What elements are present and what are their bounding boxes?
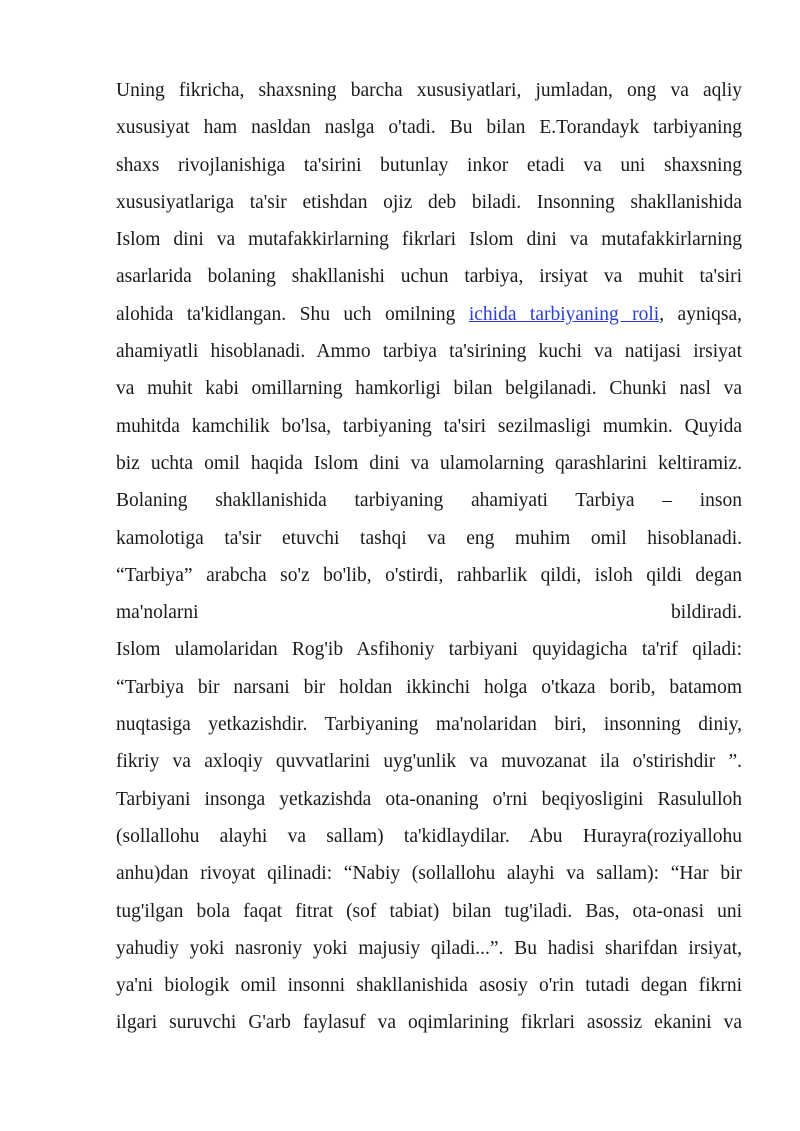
text-line-with-link	[116, 296, 742, 333]
text-line: Islom dini va mutafakkirlarning fikrlari Islom dini va mutafakkirlarning	[116, 229, 742, 251]
text-line: Bolaning shakllanishida tarbiyaning ahamiyati Tarbiya – inson	[116, 490, 742, 512]
text-line: ahamiyatli hisoblanadi. Ammo tarbiya ta'sirining kuchi va natijasi irsiyat	[116, 341, 742, 363]
text-line: ma'nolarni bildiradi.	[116, 602, 742, 624]
text-line: “Tarbiya” arabcha so'z bo'lib, o'stirdi, rahbarlik qildi, isloh qildi degan	[116, 564, 742, 586]
text-segment: , ayniqsa,	[659, 303, 742, 325]
text-line: ya'ni biologik omil insonni shakllanishida asosiy o'rin tutadi degan fikrni	[116, 975, 742, 997]
text-line: asarlarida bolaning shakllanishi uchun tarbiya, irsiyat va muhit ta'siri	[116, 266, 742, 288]
text-line: muhitda kamchilik bo'lsa, tarbiyaning ta'siri sezilmasligi mumkin. Quyida	[116, 415, 742, 437]
text-line: shaxs rivojlanishiga ta'sirini butunlay inkor etadi va uni shaxsning	[116, 154, 742, 176]
text-line: yahudiy yoki nasroniy yoki majusiy qiladi...”. Bu hadisi sharifdan irsiyat,	[116, 937, 742, 959]
text-line: fikriy va axloqiy quvvatlarini uyg'unlik va muvozanat ila o'stirishdir ”.	[116, 751, 742, 773]
text-line: “Tarbiya bir narsani bir holdan ikkinchi holga o'tkaza borib, batamom	[116, 676, 742, 698]
text-line: Tarbiyani insonga yetkazishda ota-onaning o'rni beqiyosligini Rasululloh	[116, 788, 742, 810]
text-line: biz uchta omil haqida Islom dini va ulamolarning qarashlarini keltiramiz.	[116, 452, 742, 474]
text-line: kamolotiga ta'sir etuvchi tashqi va eng muhim omil hisoblanadi.	[116, 527, 742, 549]
document-body	[116, 72, 742, 1042]
text-line: xususiyat ham nasldan naslga o'tadi. Bu bilan E.Torandayk tarbiyaning	[116, 117, 742, 139]
text-segment: alohida ta'kidlangan. Shu uch omilning	[116, 303, 469, 325]
text-line: nuqtasiga yetkazishdir. Tarbiyaning ma'nolaridan biri, insonning diniy,	[116, 714, 742, 736]
text-line: ilgari suruvchi G'arb faylasuf va oqimlarining fikrlari asossiz ekanini va	[116, 1012, 742, 1034]
text-line: va muhit kabi omillarning hamkorligi bilan belgilanadi. Chunki nasl va	[116, 378, 742, 400]
text-line: xususiyatlariga ta'sir etishdan ojiz deb biladi. Insonning shakllanishida	[116, 191, 742, 213]
text-line: Uning fikricha, shaxsning barcha xususiyatlari, jumladan, ong va aqliy	[116, 80, 742, 101]
inline-link[interactable]: ichida tarbiyaning roli	[468, 303, 660, 325]
text-line: (sollallohu alayhi va sallam) ta'kidlaydilar. Abu Hurayra(roziyallohu	[116, 825, 742, 847]
text-line: anhu)dan rivoyat qilinadi: “Nabiy (sollallohu alayhi va sallam): “Har bir	[116, 863, 742, 885]
text-line: tug'ilgan bola faqat fitrat (sof tabiat) bilan tug'iladi. Bas, ota-onasi uni	[116, 900, 742, 922]
text-line: Islom ulamolaridan Rog'ib Asfihoniy tarbiyani quyidagicha ta'rif qiladi:	[116, 639, 742, 661]
